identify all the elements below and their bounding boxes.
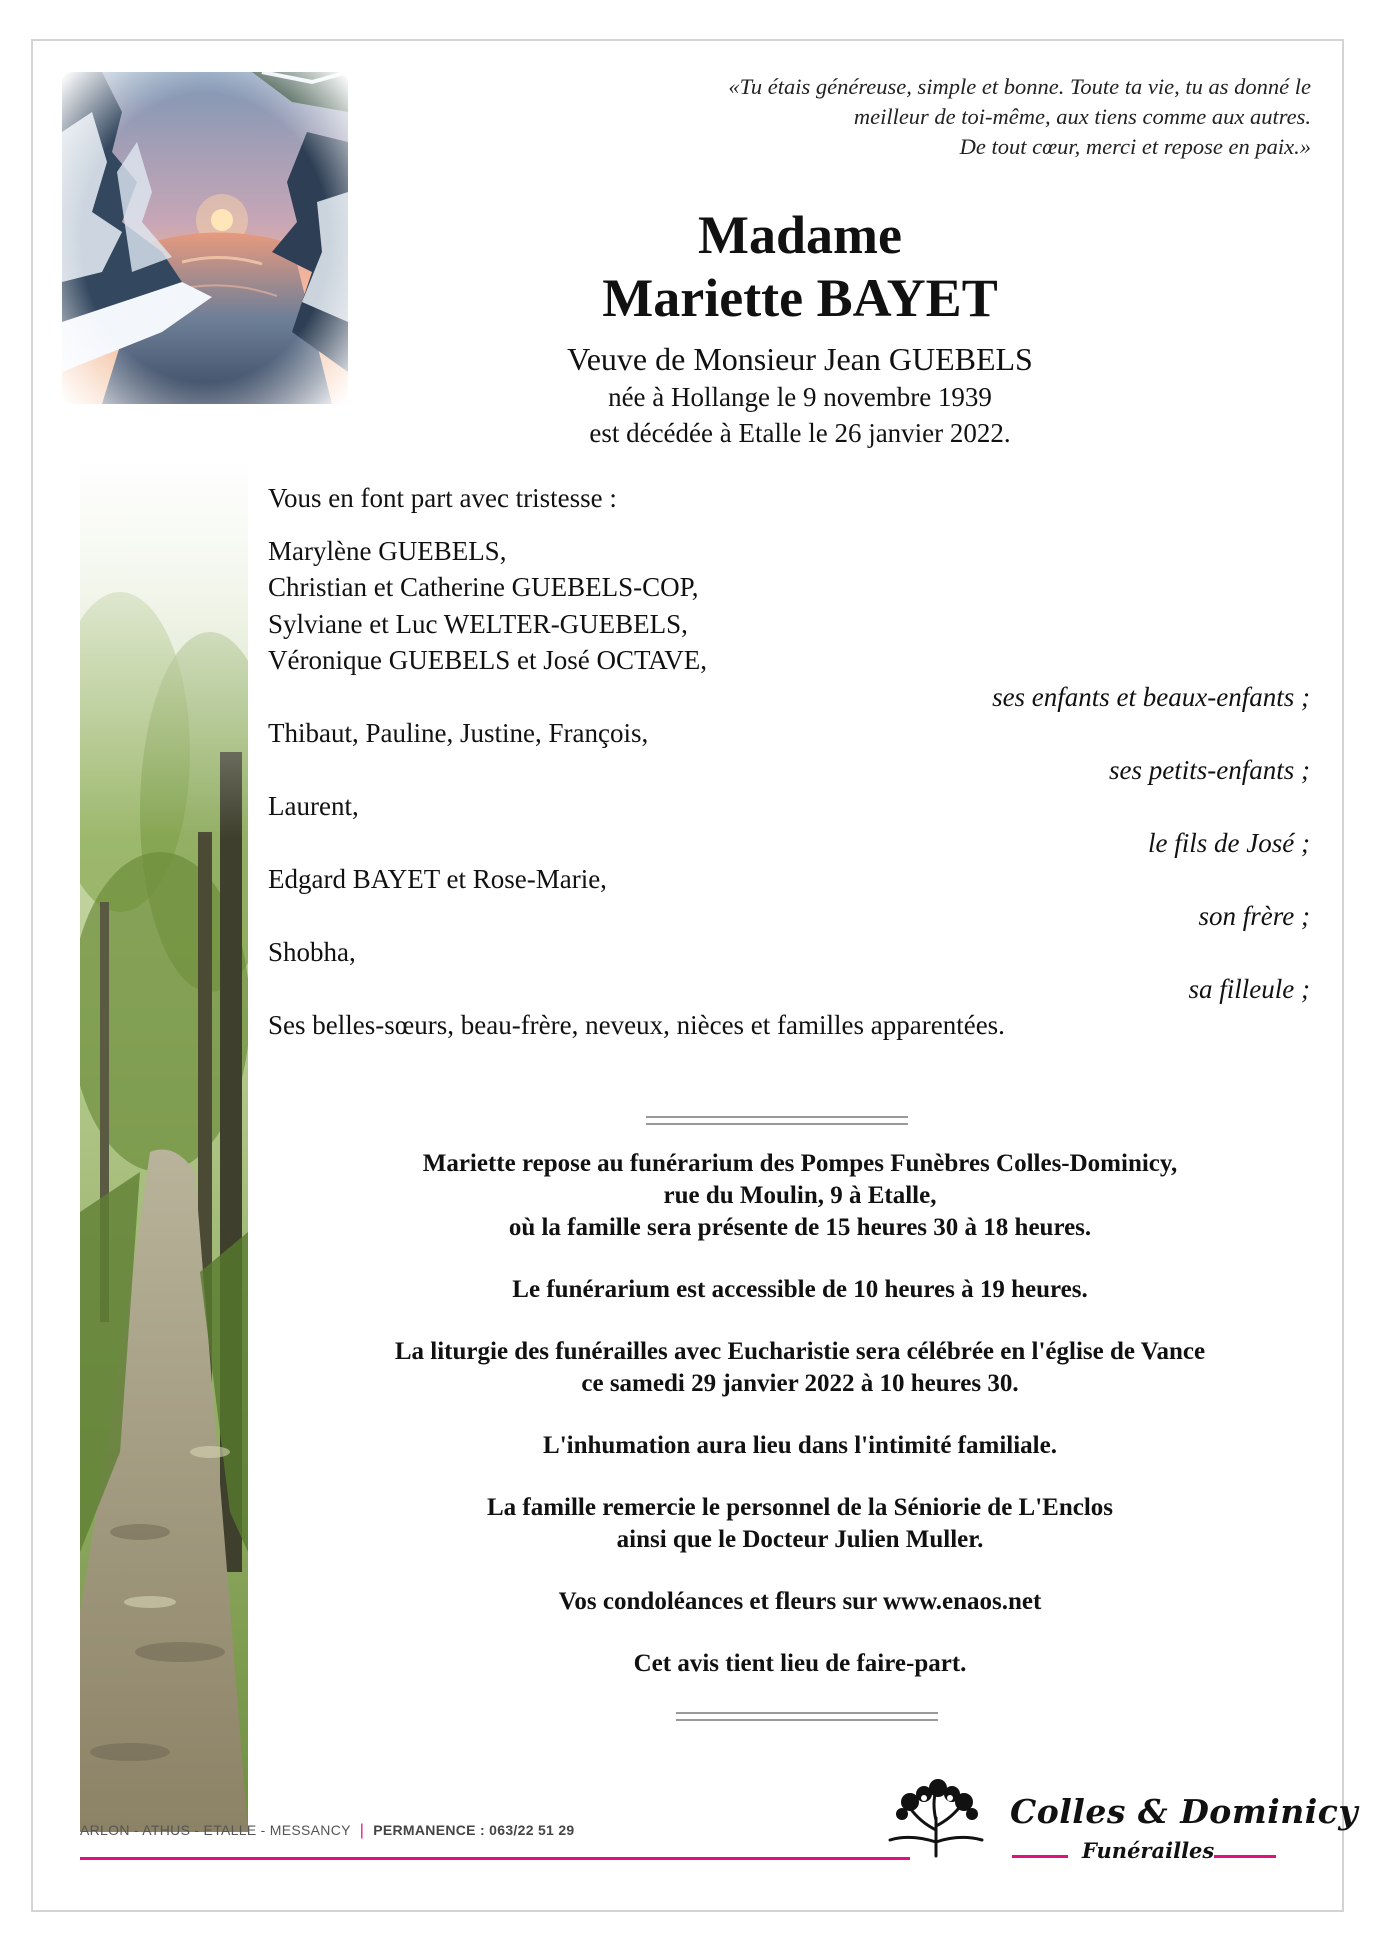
info-paragraph	[290, 1586, 1310, 1618]
footer-separator: |	[359, 1822, 365, 1839]
announcement-intro: Vous en font part avec tristesse :	[268, 483, 617, 513]
info-line: ce samedi 29 janvier 2022 à 10 heures 30.	[581, 1370, 1019, 1397]
family-role: son frère ;	[1198, 900, 1310, 931]
tree-logo-icon	[880, 1778, 992, 1858]
family-announcement	[268, 480, 1310, 1044]
birth-info: née à Hollange le 9 novembre 1939	[608, 382, 992, 412]
condolences-line: Vos condoléances et fleurs sur www.enaos.net	[558, 1588, 1042, 1615]
info-paragraph	[290, 1492, 1310, 1556]
brand-accent-line	[1012, 1855, 1068, 1858]
family-member: Laurent,	[268, 791, 359, 821]
deceased-name: Mariette BAYET	[602, 268, 998, 328]
footer-accent-line	[80, 1857, 910, 1860]
footer-locations: ARLON - ATHUS - ETALLE - MESSANCY	[80, 1822, 351, 1838]
brand-subtitle: Funérailles	[1082, 1838, 1215, 1863]
info-line: ainsi que le Docteur Julien Muller.	[616, 1526, 984, 1553]
info-line: L'inhumation aura lieu dans l'intimité familiale.	[543, 1432, 1057, 1459]
honorific: Madame	[698, 205, 902, 265]
family-member: Shobha,	[268, 937, 356, 967]
family-member: Marylène GUEBELS,	[268, 535, 507, 566]
info-line: rue du Moulin, 9 à Etalle,	[663, 1182, 937, 1209]
brand-name: Colles & Dominicy	[1010, 1792, 1359, 1831]
divider	[676, 1712, 938, 1714]
info-line: La liturgie des funérailles avec Eucharistie sera célébrée en l'église de Vance	[394, 1338, 1206, 1365]
family-role: ses enfants et beaux-enfants ;	[992, 681, 1310, 712]
announcement-closing: Ses belles-sœurs, beau-frère, neveux, nièces et familles apparentées.	[268, 1010, 1005, 1040]
info-line: La famille remercie le personnel de la Séniorie de L'Enclos	[486, 1494, 1114, 1521]
info-line: Mariette repose au funérarium des Pompes Funèbres Colles-Dominicy,	[422, 1150, 1178, 1177]
winter-landscape-image	[62, 72, 348, 404]
info-paragraph	[290, 1274, 1310, 1306]
family-role: sa filleule ;	[1188, 973, 1310, 1004]
info-paragraph	[290, 1336, 1310, 1400]
info-line: Cet avis tient lieu de faire-part.	[633, 1650, 967, 1677]
info-paragraph	[290, 1148, 1310, 1244]
family-role: le fils de José ;	[1148, 827, 1310, 858]
footer-contact	[80, 1822, 575, 1840]
divider	[646, 1116, 908, 1118]
death-info: est décédée à Etalle le 26 janvier 2022.	[589, 418, 1011, 448]
forest-path-image	[80, 452, 248, 1832]
info-line: Le funérarium est accessible de 10 heures à 19 heures.	[512, 1276, 1088, 1303]
widow-of: Veuve de Monsieur Jean GUEBELS	[567, 341, 1033, 377]
brand-accent-line	[1214, 1855, 1276, 1858]
quote-line: «Tu étais généreuse, simple et bonne. Toute ta vie, tu as donné le	[728, 74, 1311, 99]
info-paragraph	[290, 1430, 1310, 1462]
family-member: Thibaut, Pauline, Justine, François,	[268, 718, 649, 748]
family-member: Edgard BAYET et Rose-Marie,	[268, 864, 607, 894]
info-line: où la famille sera présente de 15 heures 30 à 18 heures.	[508, 1214, 1092, 1241]
epitaph-quote	[491, 72, 1311, 162]
family-role: ses petits-enfants ;	[1109, 754, 1310, 785]
quote-line: De tout cœur, merci et repose en paix.»	[959, 134, 1311, 159]
family-member: Christian et Catherine GUEBELS-COP,	[268, 572, 699, 602]
family-member: Véronique GUEBELS et José OCTAVE,	[268, 645, 708, 675]
info-paragraph	[290, 1648, 1310, 1680]
funeral-info	[290, 1148, 1310, 1710]
family-member: Sylviane et Luc WELTER-GUEBELS,	[268, 608, 688, 639]
footer-permanence: PERMANENCE : 063/22 51 29	[373, 1822, 575, 1838]
quote-line: meilleur de toi-même, aux tiens comme aux autres.	[853, 104, 1311, 129]
